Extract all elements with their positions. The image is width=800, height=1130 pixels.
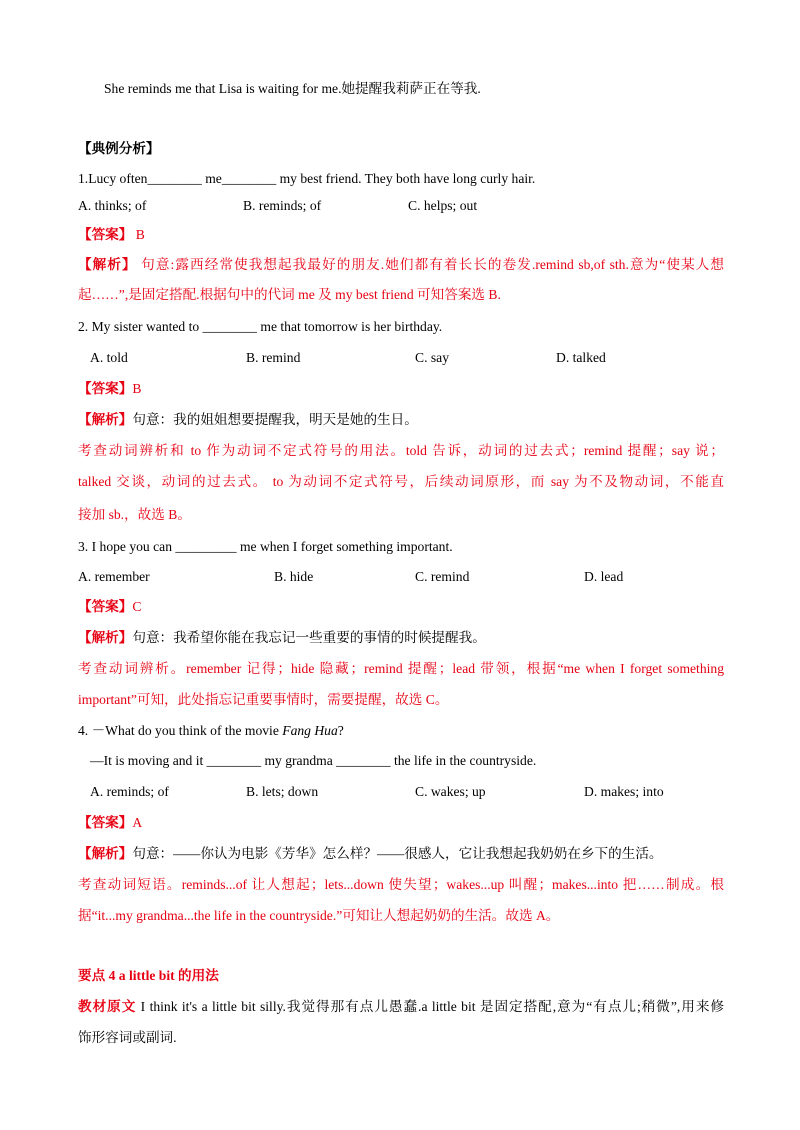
analysis-label: 【解析】 — [78, 846, 133, 861]
question-4-stem-prefix: 4. －What do you think of the movie — [78, 723, 283, 738]
analysis-sentence: 句意：我的姐姐想要提醒我，明天是她的生日。 — [132, 412, 418, 427]
question-4-movie-title: Fang Hua — [282, 723, 338, 738]
question-3-analysis-line-1: 考查动词辨析。remember 记得；hide 隐藏；remind 提醒；lead 带领，根据“me when I forget something — [78, 661, 724, 676]
question-4-option-a: A. reminds; of — [90, 784, 169, 799]
question-4-option-c: C. wakes; up — [415, 784, 486, 799]
question-2-analysis-line-2: talked 交谈，动词的过去式。 to 为动词不定式符号，后续动词原形，而 say 为不及物动词，不能直 — [78, 474, 724, 489]
answer-value: A — [132, 815, 143, 830]
question-3-answer — [78, 598, 141, 616]
answer-label: 【答案】 — [78, 381, 133, 396]
source-text: I think it's a little bit silly.我觉得那有点儿愚蠢.a little bit 是固定搭配,意为“有点儿;稍微”,用来修 — [136, 999, 725, 1014]
question-1-option-a: A. thinks; of — [78, 198, 147, 213]
question-4-analysis-line-1: 考查动词短语。reminds...of 让人想起；lets...down 使失望；wakes...up 叫醒；makes...into 把……制成。根 — [78, 877, 724, 892]
question-4-option-d: D. makes; into — [584, 784, 664, 799]
question-4-stem-suffix: ? — [337, 723, 344, 738]
question-2-option-a: A. told — [90, 350, 128, 365]
question-2-option-d: D. talked — [556, 350, 606, 365]
key-point-4-source-line-1 — [78, 998, 724, 1016]
question-1-answer — [78, 226, 145, 244]
answer-label: 【答案】 — [78, 227, 133, 242]
analysis-label: 【解析】 — [78, 412, 133, 427]
answer-value: B — [132, 381, 142, 396]
question-3-option-a: A. remember — [78, 569, 150, 584]
analysis-label: 【解析】 — [78, 630, 133, 645]
answer-value: B — [135, 227, 145, 242]
question-3-option-c: C. remind — [415, 569, 470, 584]
analysis-sentence: 句意：——你认为电影《芳华》怎么样？——很感人，它让我想起我奶奶在乡下的生活。 — [132, 846, 663, 861]
question-4-answer — [78, 814, 142, 832]
section-heading: 【典例分析】 — [78, 141, 160, 156]
question-3-analysis-sentence — [78, 629, 486, 647]
question-3-stem: 3. I hope you can _________ me when I forget something important. — [78, 539, 453, 554]
question-2-analysis-line-1: 考查动词辨析和 to 作为动词不定式符号的用法。told 告诉，动词的过去式；remind 提醒；say 说； — [78, 443, 724, 458]
intro-example-sentence: She reminds me that Lisa is waiting for me.她提醒我莉萨正在等我. — [104, 81, 481, 96]
question-2-option-b: B. remind — [246, 350, 301, 365]
question-2-analysis-line-3: 接加 sb.，故选 B。 — [78, 507, 191, 522]
answer-label: 【答案】 — [78, 815, 133, 830]
question-2-answer — [78, 380, 141, 398]
answer-label: 【答案】 — [78, 599, 133, 614]
question-2-option-c: C. say — [415, 350, 449, 365]
question-1-analysis-line-1 — [78, 256, 724, 274]
question-4-stem-2: —It is moving and it ________ my grandma ________ the life in the countryside. — [90, 753, 537, 768]
question-1-option-c: C. helps; out — [408, 198, 478, 213]
question-1-stem: 1.Lucy often________ me________ my best friend. They both have long curly hair. — [78, 171, 536, 186]
question-4-analysis-line-2: 据“it...my grandma...the life in the countryside.”可知让人想起奶奶的生活。故选 A。 — [78, 908, 560, 923]
analysis-label: 【解析】 — [78, 257, 137, 272]
answer-value: C — [132, 599, 142, 614]
question-3-option-d: D. lead — [584, 569, 624, 584]
question-3-option-b: B. hide — [274, 569, 314, 584]
question-3-analysis-line-2: important”可知，此处指忘记重要事情时，需要提醒，故选 C。 — [78, 692, 449, 707]
question-4-option-b: B. lets; down — [246, 784, 319, 799]
analysis-text: 句意:露西经常使我想起我最好的朋友.她们都有着长长的卷发.remind sb,of sth.意为“使某人想 — [141, 257, 724, 272]
analysis-sentence: 句意：我希望你能在我忘记一些重要的事情的时候提醒我。 — [132, 630, 486, 645]
question-1-option-b: B. reminds; of — [243, 198, 322, 213]
key-point-4-heading: 要点 4 a little bit 的用法 — [78, 968, 219, 983]
source-label: 教材原文 — [78, 999, 137, 1014]
question-2-analysis-sentence — [78, 411, 418, 429]
question-4-analysis-sentence — [78, 845, 663, 863]
question-1-analysis-line-2: 起……”,是固定搭配.根据句中的代词 me 及 my best friend 可知答案选 B. — [78, 287, 501, 302]
question-4-stem — [78, 722, 344, 740]
question-2-stem: 2. My sister wanted to ________ me that tomorrow is her birthday. — [78, 319, 443, 334]
key-point-4-source-line-2: 饰形容词或副词. — [78, 1030, 177, 1045]
